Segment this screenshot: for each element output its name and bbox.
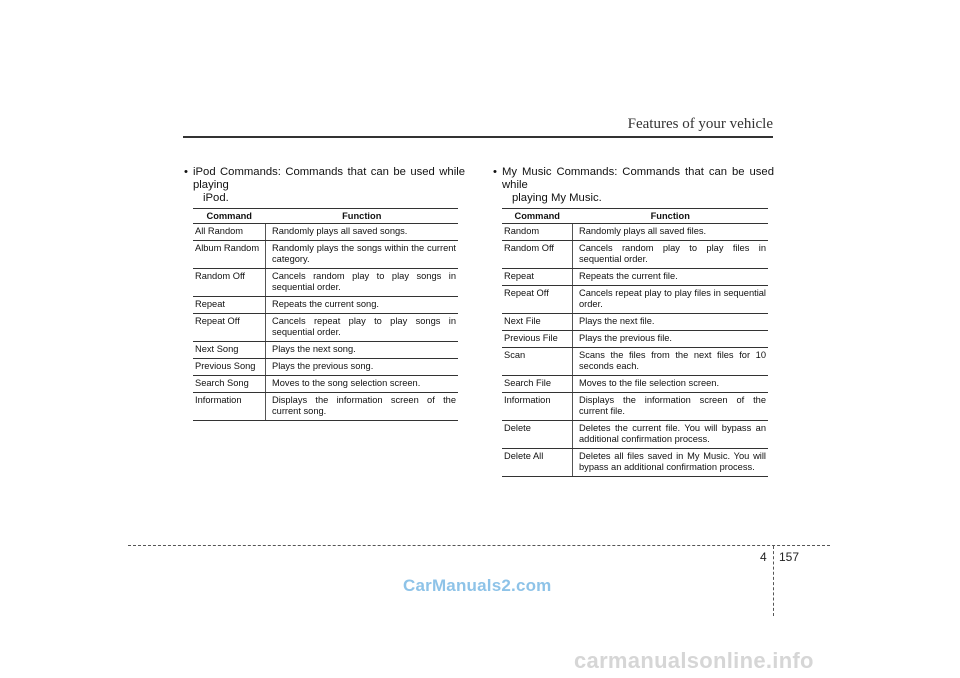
function-cell: Displays the information screen of the current file. [573, 393, 769, 421]
function-cell: Plays the previous file. [573, 331, 769, 348]
table-row [193, 241, 458, 269]
function-cell: Scans the files from the next files for 10 seconds each. [573, 348, 769, 376]
table-row [193, 297, 458, 314]
function-cell: Repeats the current file. [573, 269, 769, 286]
table-row [502, 224, 768, 241]
function-cell: Randomly plays the songs within the current category. [266, 241, 459, 269]
command-cell: Information [193, 393, 266, 421]
command-cell: Repeat Off [502, 286, 573, 314]
footer-dashed-rule [128, 545, 830, 546]
function-cell: Plays the previous song. [266, 359, 459, 376]
function-cell: Cancels repeat play to play files in sequential order. [573, 286, 769, 314]
my-music-intro-line2: playing My Music. [512, 192, 602, 204]
ipod-intro-line1: iPod Commands: Commands that can be used while playing [193, 166, 465, 191]
my-music-commands-intro [493, 166, 774, 205]
table-row [502, 269, 768, 286]
command-cell: Repeat Off [193, 314, 266, 342]
command-cell: Repeat [502, 269, 573, 286]
table-row [193, 224, 458, 241]
command-cell: Search Song [193, 376, 266, 393]
ipod-commands-table [193, 208, 458, 421]
table-header-row [193, 209, 458, 224]
table-row [193, 342, 458, 359]
table-row [502, 331, 768, 348]
column-header-function: Function [266, 209, 459, 224]
function-cell: Cancels repeat play to play songs in sequential order. [266, 314, 459, 342]
command-cell: Random [502, 224, 573, 241]
function-cell: Displays the information screen of the current song. [266, 393, 459, 421]
table-row [193, 359, 458, 376]
command-cell: Scan [502, 348, 573, 376]
my-music-intro-line1: My Music Commands: Commands that can be used while [502, 166, 774, 191]
table-row [502, 241, 768, 269]
table-row [193, 376, 458, 393]
command-cell: Information [502, 393, 573, 421]
command-cell: All Random [193, 224, 266, 241]
command-cell: Previous File [502, 331, 573, 348]
column-header-command: Command [193, 209, 266, 224]
table-row [502, 393, 768, 421]
column-header-function: Function [573, 209, 769, 224]
my-music-commands-table [502, 208, 768, 477]
command-cell: Random Off [502, 241, 573, 269]
table-row [502, 421, 768, 449]
command-cell: Random Off [193, 269, 266, 297]
table-header-row [502, 209, 768, 224]
function-cell: Deletes all files saved in My Music. You will bypass an additional confirmation process. [573, 449, 769, 477]
function-cell: Moves to the file selection screen. [573, 376, 769, 393]
function-cell: Randomly plays all saved songs. [266, 224, 459, 241]
bullet-icon: • [493, 166, 497, 178]
command-cell: Delete All [502, 449, 573, 477]
table-row [502, 449, 768, 477]
ipod-commands-intro [184, 166, 465, 205]
command-cell: Next Song [193, 342, 266, 359]
command-cell: Search File [502, 376, 573, 393]
function-cell: Randomly plays all saved files. [573, 224, 769, 241]
function-cell: Moves to the song selection screen. [266, 376, 459, 393]
command-cell: Repeat [193, 297, 266, 314]
function-cell: Plays the next file. [573, 314, 769, 331]
site-footer-watermark: carmanualsonline.info [574, 648, 814, 673]
watermark-link[interactable]: CarManuals2.com [403, 576, 552, 595]
page-number: 157 [779, 550, 800, 564]
command-cell: Album Random [193, 241, 266, 269]
command-cell: Delete [502, 421, 573, 449]
crop-mark-line [773, 546, 774, 616]
function-cell: Cancels random play to play files in sequential order. [573, 241, 769, 269]
table-row [193, 269, 458, 297]
table-row [502, 314, 768, 331]
table-row [502, 286, 768, 314]
ipod-intro-line2: iPod. [203, 192, 229, 204]
table-row [502, 348, 768, 376]
chapter-number: 4 [760, 550, 767, 564]
command-cell: Previous Song [193, 359, 266, 376]
table-row [502, 376, 768, 393]
function-cell: Repeats the current song. [266, 297, 459, 314]
function-cell: Plays the next song. [266, 342, 459, 359]
command-cell: Next File [502, 314, 573, 331]
column-header-command: Command [502, 209, 573, 224]
function-cell: Cancels random play to play songs in sequential order. [266, 269, 459, 297]
function-cell: Deletes the current file. You will bypass an additional confirmation process. [573, 421, 769, 449]
header-rule [183, 136, 773, 138]
page-header-title: Features of your vehicle [627, 116, 773, 132]
table-row [193, 314, 458, 342]
bullet-icon: • [184, 166, 188, 178]
table-row [193, 393, 458, 421]
